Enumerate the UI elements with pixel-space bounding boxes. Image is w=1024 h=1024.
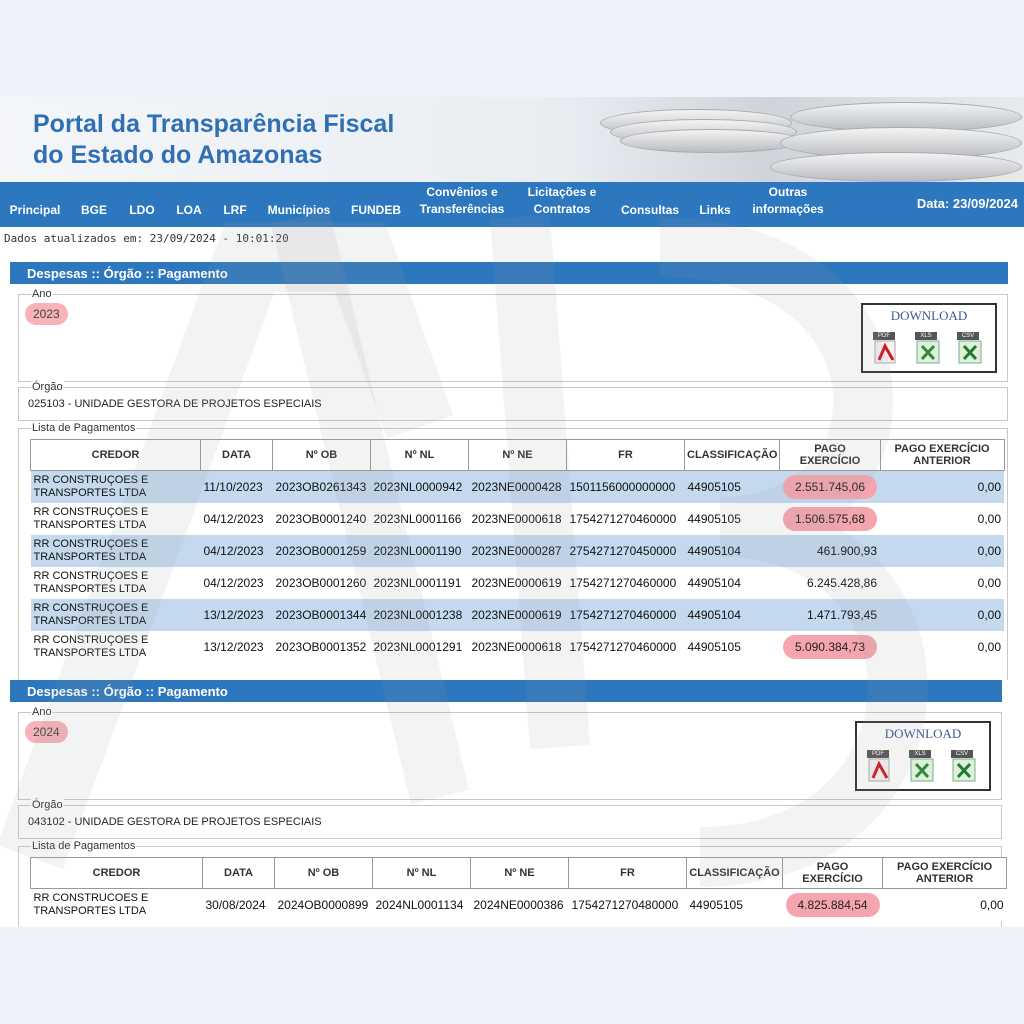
orgao-legend: Órgão bbox=[32, 799, 63, 811]
nav-bge[interactable]: BGE bbox=[80, 203, 107, 217]
cell-ob: 2023OB0001344 bbox=[273, 599, 371, 631]
orgao-value: 043102 - UNIDADE GESTORA DE PROJETOS ESPECIAIS bbox=[28, 816, 322, 828]
cell-data: 04/12/2023 bbox=[201, 535, 273, 567]
cell-nl: 2023NL0001238 bbox=[371, 599, 469, 631]
orgao-fieldset bbox=[18, 381, 1008, 421]
col-data[interactable]: DATA bbox=[201, 440, 273, 471]
orgao-value: 025103 - UNIDADE GESTORA DE PROJETOS ESPECIAIS bbox=[28, 398, 322, 410]
main-nav bbox=[0, 182, 1024, 227]
section-title: Despesas :: Órgão :: Pagamento bbox=[27, 266, 228, 281]
cell-nl: 2023NL0000942 bbox=[371, 471, 469, 504]
highlighted-value: 4.825.884,54 bbox=[786, 893, 880, 917]
col-fr[interactable]: FR bbox=[569, 858, 687, 889]
col-classificacao[interactable]: CLASSIFICAÇÃO bbox=[687, 858, 783, 889]
cell-nl: 2024NL0001134 bbox=[373, 889, 471, 922]
col-ne[interactable]: Nº NE bbox=[469, 440, 567, 471]
cell-credor: RR CONSTRUÇOES E TRANSPORTES LTDA bbox=[31, 503, 201, 535]
cell-fr: 1754271270460000 bbox=[567, 567, 685, 599]
updated-timestamp: Dados atualizados em: 23/09/2024 - 10:01:20 bbox=[4, 232, 289, 245]
col-pago-exercicio-anterior[interactable]: PAGO EXERCÍCIO ANTERIOR bbox=[880, 440, 1004, 471]
orgao-fieldset bbox=[18, 799, 1002, 839]
orgao-legend: Órgão bbox=[32, 381, 63, 393]
cell-pago-exercicio bbox=[783, 889, 883, 922]
cell-fr: 1754271270460000 bbox=[567, 503, 685, 535]
table-header-row bbox=[31, 440, 1005, 471]
nav-licitacoes[interactable]: Licitações e Contratos bbox=[527, 185, 597, 216]
ano-value: 2023 bbox=[25, 303, 68, 325]
portal-title-line1: Portal da Transparência Fiscal bbox=[33, 110, 395, 138]
ano-legend: Ano bbox=[32, 706, 52, 718]
cell-pago-anterior: 0,00 bbox=[883, 889, 1007, 922]
lista-legend: Lista de Pagamentos bbox=[32, 840, 136, 852]
col-credor[interactable]: CREDOR bbox=[31, 440, 201, 471]
payments-table-2024 bbox=[30, 857, 1007, 921]
section-header-bar bbox=[10, 262, 1008, 284]
cell-ne: 2024NE0000386 bbox=[471, 889, 569, 922]
lista-legend: Lista de Pagamentos bbox=[32, 422, 136, 434]
cell-data: 04/12/2023 bbox=[201, 567, 273, 599]
xls-download-icon[interactable]: XLS bbox=[915, 332, 941, 364]
cell-ob: 2023OB0001352 bbox=[273, 631, 371, 663]
table-row[interactable] bbox=[31, 567, 1005, 599]
ano-fieldset bbox=[18, 288, 1008, 382]
cell-ne: 2023NE0000619 bbox=[469, 599, 567, 631]
nav-lrf[interactable]: LRF bbox=[223, 203, 247, 217]
cell-pago-exercicio: 1.471.793,45 bbox=[780, 599, 880, 631]
nav-municipios[interactable]: Municípios bbox=[267, 203, 331, 217]
pdf-download-icon[interactable]: PDF bbox=[867, 750, 893, 782]
table-row[interactable] bbox=[31, 889, 1007, 922]
table-row[interactable] bbox=[31, 599, 1005, 631]
cell-credor: RR CONSTRUÇOES E TRANSPORTES LTDA bbox=[31, 631, 201, 663]
cell-pago-exercicio bbox=[780, 503, 880, 535]
nav-date: Data: 23/09/2024 bbox=[916, 196, 1018, 211]
cell-classificacao: 44905104 bbox=[685, 567, 780, 599]
col-fr[interactable]: FR bbox=[567, 440, 685, 471]
nav-ldo[interactable]: LDO bbox=[129, 203, 155, 217]
cell-pago-anterior: 0,00 bbox=[880, 535, 1004, 567]
coin-stack-image bbox=[620, 129, 802, 153]
cell-pago-exercicio bbox=[780, 631, 880, 663]
nav-loa[interactable]: LOA bbox=[176, 203, 202, 217]
cell-credor: RR CONSTRUÇOES E TRANSPORTES LTDA bbox=[31, 599, 201, 631]
download-box bbox=[861, 303, 997, 373]
table-row[interactable] bbox=[31, 535, 1005, 567]
col-nl[interactable]: Nº NL bbox=[373, 858, 471, 889]
cell-data: 13/12/2023 bbox=[201, 599, 273, 631]
highlighted-value: 5.090.384,73 bbox=[783, 635, 877, 659]
despesas-section-2024 bbox=[10, 680, 1008, 927]
portal-screenshot bbox=[0, 97, 1024, 927]
cell-classificacao: 44905105 bbox=[685, 631, 780, 663]
cell-credor: RR CONSTRUÇOES E TRANSPORTES LTDA bbox=[31, 567, 201, 599]
cell-nl: 2023NL0001190 bbox=[371, 535, 469, 567]
cell-data: 11/10/2023 bbox=[201, 471, 273, 504]
portal-header bbox=[0, 97, 1024, 182]
col-classificacao[interactable]: CLASSIFICAÇÃO bbox=[685, 440, 780, 471]
cell-classificacao: 44905105 bbox=[687, 889, 783, 922]
xls-download-icon[interactable]: XLS bbox=[909, 750, 935, 782]
cell-fr: 1754271270480000 bbox=[569, 889, 687, 922]
cell-data: 30/08/2024 bbox=[203, 889, 275, 922]
cell-nl: 2023NL0001291 bbox=[371, 631, 469, 663]
nav-outras-informacoes[interactable]: Outras informações bbox=[752, 185, 824, 216]
coin-stack-image bbox=[770, 152, 1022, 182]
download-label: DOWNLOAD bbox=[884, 726, 962, 741]
ano-value: 2024 bbox=[25, 721, 68, 743]
csv-download-icon[interactable]: CSV bbox=[957, 332, 983, 364]
cell-credor: RR CONSTRUCOES E TRANSPORTES LTDA bbox=[31, 889, 203, 922]
nav-links[interactable]: Links bbox=[699, 203, 731, 217]
cell-ne: 2023NE0000618 bbox=[469, 503, 567, 535]
highlighted-value: 2.551.745,06 bbox=[783, 475, 877, 499]
col-pago-exercicio-anterior[interactable]: PAGO EXERCÍCIO ANTERIOR bbox=[883, 858, 1007, 889]
nav-consultas[interactable]: Consultas bbox=[620, 203, 679, 217]
cell-credor: RR CONSTRUÇOES E TRANSPORTES LTDA bbox=[31, 535, 201, 567]
col-pago-exercicio[interactable]: PAGO EXERCÍCIO bbox=[780, 440, 880, 471]
portal-title bbox=[33, 109, 394, 171]
cell-nl: 2023NL0001166 bbox=[371, 503, 469, 535]
cell-pago-anterior: 0,00 bbox=[880, 503, 1004, 535]
cell-ne: 2023NE0000428 bbox=[469, 471, 567, 504]
col-nl[interactable]: Nº NL bbox=[371, 440, 469, 471]
nav-fundeb[interactable]: FUNDEB bbox=[351, 203, 401, 217]
cell-ob: 2023OB0001240 bbox=[273, 503, 371, 535]
nav-convenios[interactable]: Convênios e Transferências bbox=[419, 185, 505, 216]
cell-pago-exercicio: 6.245.428,86 bbox=[780, 567, 880, 599]
cell-ne: 2023NE0000618 bbox=[469, 631, 567, 663]
portal-title-line2: do Estado do Amazonas bbox=[33, 141, 323, 169]
col-credor[interactable]: CREDOR bbox=[31, 858, 203, 889]
ano-legend: Ano bbox=[32, 288, 52, 300]
cell-data: 13/12/2023 bbox=[201, 631, 273, 663]
cell-pago-anterior: 0,00 bbox=[880, 599, 1004, 631]
nav-principal[interactable]: Principal bbox=[9, 203, 61, 217]
table-row[interactable] bbox=[31, 471, 1005, 504]
table-row[interactable] bbox=[31, 503, 1005, 535]
cell-pago-anterior: 0,00 bbox=[880, 631, 1004, 663]
highlighted-value: 1.506.575,68 bbox=[783, 507, 877, 531]
cell-pago-exercicio: 461.900,93 bbox=[780, 535, 880, 567]
cell-classificacao: 44905105 bbox=[685, 503, 780, 535]
col-ob[interactable]: Nº OB bbox=[273, 440, 371, 471]
cell-classificacao: 44905104 bbox=[685, 599, 780, 631]
section-title: Despesas :: Órgão :: Pagamento bbox=[27, 684, 228, 699]
table-header-row bbox=[31, 858, 1007, 889]
download-box bbox=[855, 721, 991, 791]
table-row[interactable] bbox=[31, 631, 1005, 663]
cell-classificacao: 44905105 bbox=[685, 471, 780, 504]
cell-ob: 2023OB0001260 bbox=[273, 567, 371, 599]
ano-fieldset bbox=[18, 706, 1002, 800]
cell-ob: 2024OB0000899 bbox=[275, 889, 373, 922]
cell-fr: 1754271270460000 bbox=[567, 631, 685, 663]
cell-fr: 2754271270450000 bbox=[567, 535, 685, 567]
col-data[interactable]: DATA bbox=[203, 858, 275, 889]
section-header-bar bbox=[10, 680, 1002, 702]
cell-pago-exercicio bbox=[780, 471, 880, 504]
pdf-download-icon[interactable]: PDF bbox=[873, 332, 899, 364]
col-ob[interactable]: Nº OB bbox=[275, 858, 373, 889]
cell-classificacao: 44905104 bbox=[685, 535, 780, 567]
csv-download-icon[interactable]: CSV bbox=[951, 750, 977, 782]
cell-ne: 2023NE0000287 bbox=[469, 535, 567, 567]
cell-pago-anterior: 0,00 bbox=[880, 567, 1004, 599]
payments-table-2023 bbox=[30, 439, 1005, 663]
cell-credor: RR CONSTRUÇOES E TRANSPORTES LTDA bbox=[31, 471, 201, 504]
cell-fr: 1754271270460000 bbox=[567, 599, 685, 631]
cell-fr: 1501156000000000 bbox=[567, 471, 685, 504]
cell-ob: 2023OB0001259 bbox=[273, 535, 371, 567]
download-label: DOWNLOAD bbox=[890, 308, 968, 323]
col-pago-exercicio[interactable]: PAGO EXERCÍCIO bbox=[783, 858, 883, 889]
col-ne[interactable]: Nº NE bbox=[471, 858, 569, 889]
cell-ne: 2023NE0000619 bbox=[469, 567, 567, 599]
despesas-section-2023 bbox=[10, 262, 1008, 682]
cell-pago-anterior: 0,00 bbox=[880, 471, 1004, 504]
cell-nl: 2023NL0001191 bbox=[371, 567, 469, 599]
cell-ob: 2023OB0261343 bbox=[273, 471, 371, 504]
cell-data: 04/12/2023 bbox=[201, 503, 273, 535]
